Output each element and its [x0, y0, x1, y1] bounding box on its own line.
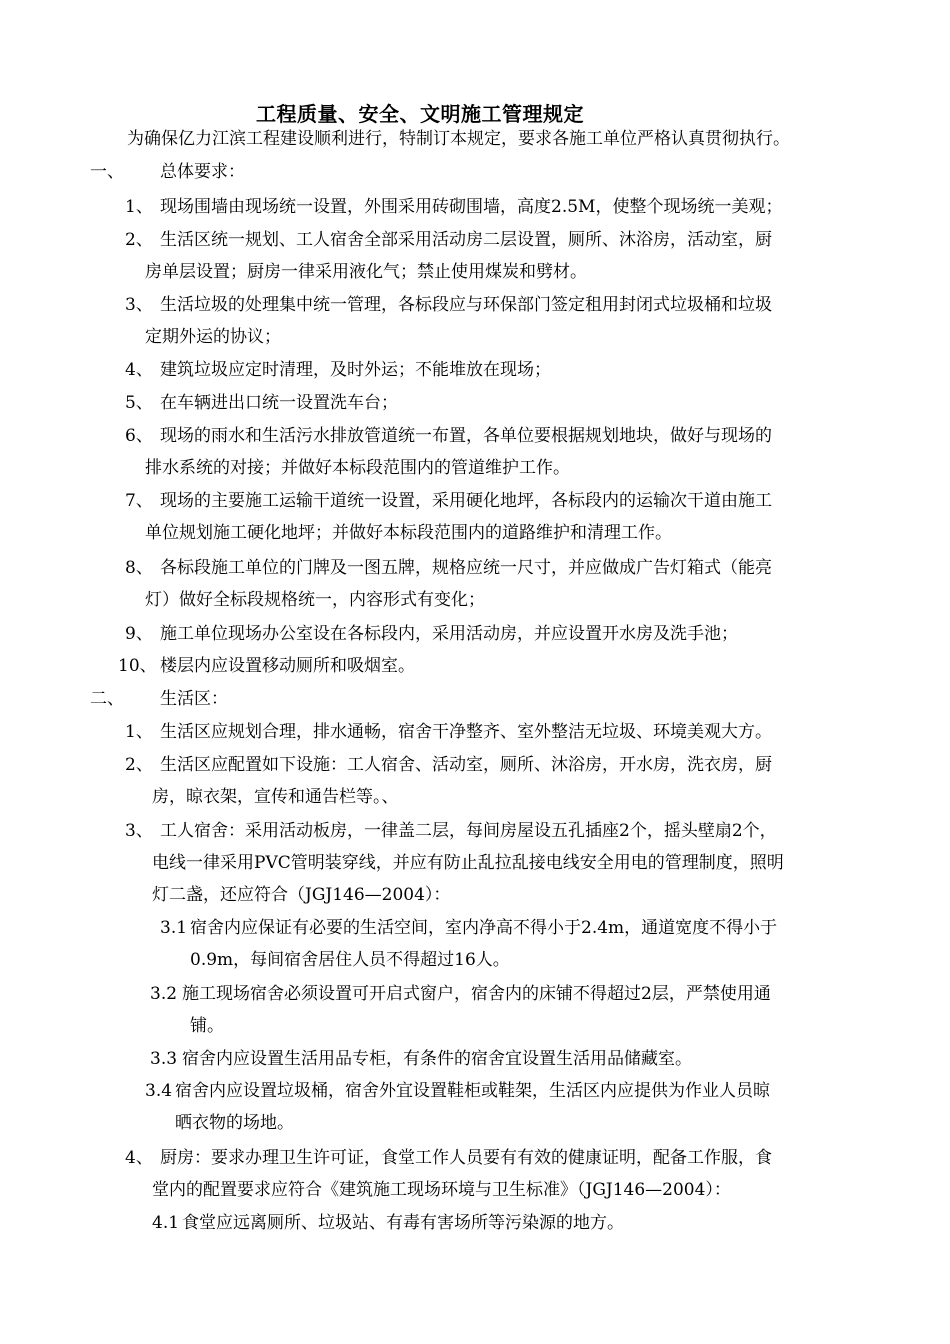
item-text: 生活区应配置如下设施：工人宿舍、活动室，厕所、沐浴房，开水房，洗衣房，厨: [160, 755, 772, 775]
item-number: 1、: [125, 722, 153, 742]
item-text: 施工单位现场办公室设在各标段内，采用活动房，并应设置开水房及洗手池；: [160, 624, 738, 644]
item-number: 7、: [125, 491, 153, 511]
item-text: 堂内的配置要求应符合《建筑施工现场环境与卫生标准》（JGJ146—2004）：: [152, 1180, 731, 1200]
item-text: 工人宿舍：采用活动板房，一律盖二层，每间房屋设五孔插座2个，摇头壁扇2个，: [160, 821, 777, 841]
item-number: 3、: [125, 821, 153, 841]
item-number: 3.1: [160, 918, 188, 938]
item-number: 2、: [125, 230, 153, 250]
item-number: 5、: [125, 393, 153, 413]
item-text: 晒衣物的场地。: [175, 1113, 294, 1133]
item-number: 3.2: [150, 984, 178, 1004]
item-text: 单位规划施工硬化地坪；并做好本标段范围内的道路维护和清理工作。: [145, 523, 672, 543]
item-text: 电线一律采用PVC管明装穿线，并应有防止乱拉乱接电线安全用电的管理制度，照明: [152, 853, 784, 873]
item-number: 4、: [125, 360, 153, 380]
section-heading: 总体要求：: [160, 162, 245, 182]
item-text: 宿舍内应保证有必要的生活空间，室内净高不得小于2.4m，通道宽度不得小于: [190, 918, 778, 938]
item-text: 现场的主要施工运输干道统一设置，采用硬化地坪，各标段内的运输次干道由施工: [160, 491, 772, 511]
item-number: 3.3: [150, 1049, 178, 1069]
item-text: 楼层内应设置移动厕所和吸烟室。: [160, 656, 415, 676]
item-text: 排水系统的对接；并做好本标段范围内的管道维护工作。: [145, 458, 570, 478]
item-text: 生活区应规划合理，排水通畅，宿舍干净整齐、室外整洁无垃圾、环境美观大方。: [160, 722, 772, 742]
item-text: 0.9m，每间宿舍居住人员不得超过16人。: [190, 950, 510, 970]
item-text: 各标段施工单位的门牌及一图五牌，规格应统一尺寸，并应做成广告灯箱式（能亮: [160, 558, 772, 578]
item-text: 房，晾衣架，宣传和通告栏等。、: [152, 787, 399, 807]
item-text: 定期外运的协议；: [145, 327, 281, 347]
item-text: 宿舍内应设置垃圾桶，宿舍外宜设置鞋柜或鞋架，生活区内应提供为作业人员晾: [175, 1081, 770, 1101]
item-number: 8、: [125, 558, 153, 578]
item-number: 4.1: [152, 1213, 180, 1233]
item-text: 现场的雨水和生活污水排放管道统一布置，各单位要根据规划地块，做好与现场的: [160, 426, 772, 446]
item-text: 施工现场宿舍必须设置可开启式窗户，宿舍内的床铺不得超过2层，严禁使用通: [182, 984, 771, 1004]
item-text: 建筑垃圾应定时清理，及时外运；不能堆放在现场；: [160, 360, 551, 380]
item-text: 现场围墙由现场统一设置，外围采用砖砌围墙，高度2.5M，使整个现场统一美观；: [160, 197, 783, 217]
item-text: 宿舍内应设置生活用品专柜，有条件的宿舍宜设置生活用品储藏室。: [182, 1049, 692, 1069]
item-text: 生活垃圾的处理集中统一管理，各标段应与环保部门签定租用封闭式垃圾桶和垃圾: [160, 295, 772, 315]
item-number: 9、: [125, 624, 153, 644]
item-text: 铺。: [190, 1016, 224, 1036]
item-number: 3、: [125, 295, 153, 315]
item-text: 房单层设置；厨房一律采用液化气；禁止使用煤炭和劈材。: [145, 262, 587, 282]
section-heading: 生活区：: [160, 689, 228, 709]
item-text: 生活区统一规划、工人宿舍全部采用活动房二层设置，厕所、沐浴房，活动室，厨: [160, 230, 772, 250]
intro-paragraph: 为确保亿力江滨工程建设顺利进行，特制订本规定，要求各施工单位严格认真贯彻执行。: [127, 129, 790, 149]
item-number: 6、: [125, 426, 153, 446]
document-title: 工程质量、安全、文明施工管理规定: [256, 102, 584, 126]
section-number: 二、: [90, 689, 124, 709]
item-number: 4、: [125, 1148, 153, 1168]
item-text: 食堂应远离厕所、垃圾站、有毒有害场所等污染源的地方。: [182, 1213, 624, 1233]
section-number: 一、: [90, 162, 124, 182]
item-text: 在车辆进出口统一设置洗车台；: [160, 393, 398, 413]
item-number: 10、: [118, 656, 157, 676]
item-number: 1、: [125, 197, 153, 217]
item-text: 厨房：要求办理卫生许可证，食堂工作人员要有有效的健康证明，配备工作服，食: [160, 1148, 772, 1168]
item-number: 3.4: [145, 1081, 173, 1101]
item-text: 灯）做好全标段规格统一，内容形式有变化；: [145, 590, 485, 610]
item-text: 灯二盏，还应符合（JGJ146—2004）：: [152, 885, 451, 905]
item-number: 2、: [125, 755, 153, 775]
